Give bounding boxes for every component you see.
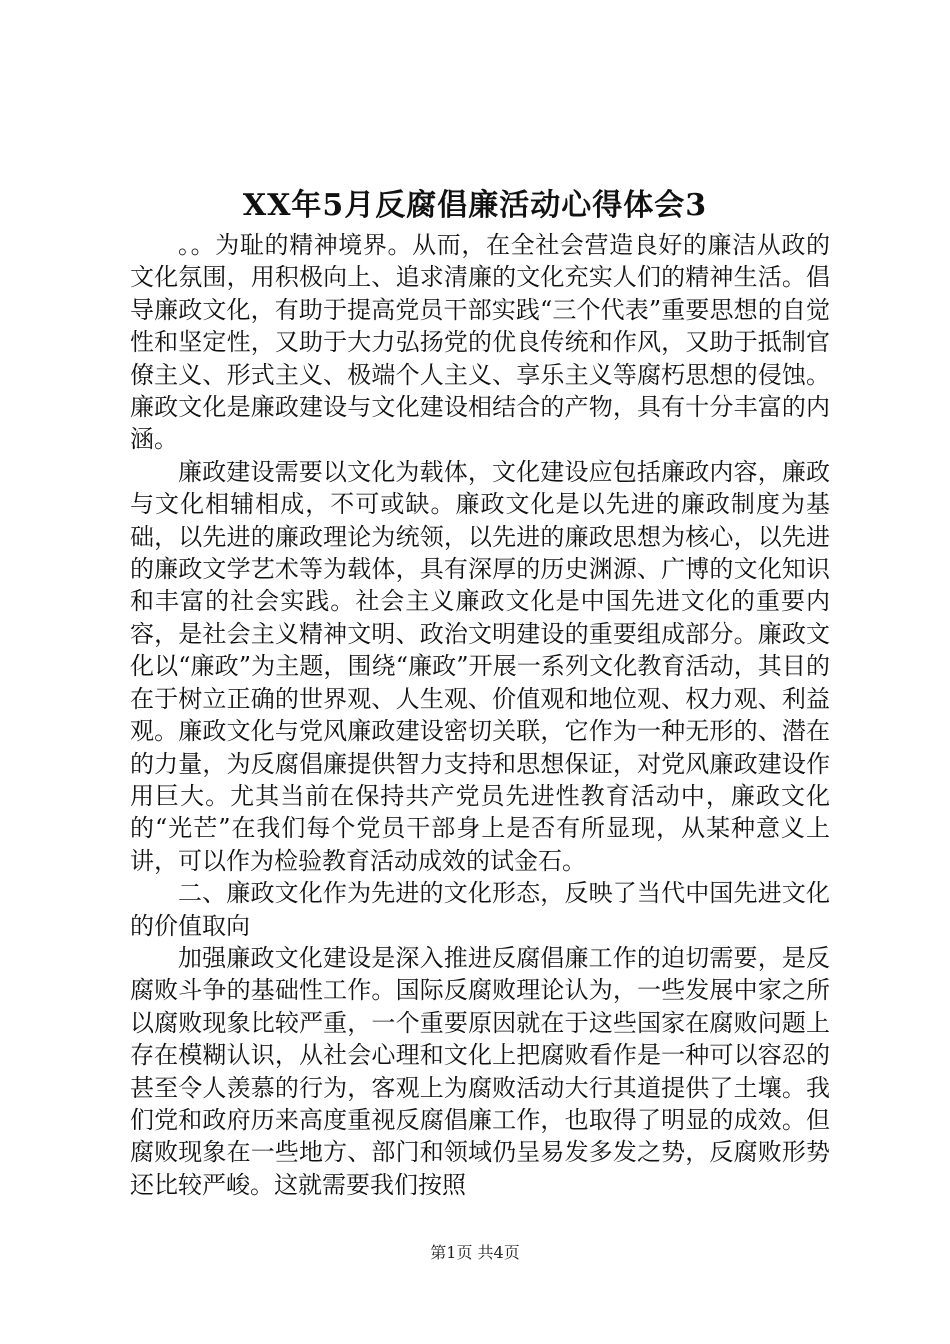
document-body xyxy=(130,229,830,1201)
paragraph: 。。为耻的精神境界。从而，在全社会营造良好的廉洁从政的文化氛围，用积极向上、追求清廉的文化充实人们的精神生活。倡导廉政文化，有助于提高党员干部实践“三个代表”重要思想的自觉性和坚定性，又助于大力弘扬党的优良传统和作风，又助于抵制官僚主义、形式主义、极端个人主义、享乐主义等腐朽思想的侵蚀。廉政文化是廉政建设与文化建设相结合的产物，具有十分丰富的内涵。 xyxy=(130,231,830,454)
page-number-footer: 第1页 共4页 xyxy=(430,1243,520,1262)
section-heading: 二、廉政文化作为先进的文化形态，反映了当代中国先进文化的价值取向 xyxy=(130,879,830,940)
paragraph: 廉政建设需要以文化为载体，文化建设应包括廉政内容，廉政与文化相辅相成，不可或缺。廉政文化是以先进的廉政制度为基础，以先进的廉政理论为统领，以先进的廉政思想为核心，以先进的廉政文学艺术等为载体，具有深厚的历史渊源、广博的文化知识和丰富的社会实践。社会主义廉政文化是中国先进文化的重要内容，是社会主义精神文明、政治文明建设的重要组成部分。廉政文化以“廉政”为主题，围绕“廉政”开展一系列文化教育活动，其目的在于树立正确的世界观、人生观、价值观和地位观、权力观、利益观。廉政文化与党风廉政建设密切关联，它作为一种无形的、潜在的力量，为反腐倡廉提供智力支持和思想保证，对党风廉政建设作用巨大。尤其当前在保持共产党员先进性教育活动中，廉政文化的“光芒”在我们每个党员干部身上是否有所显现，从某种意义上讲，可以作为检验教育活动成效的试金石。 xyxy=(130,457,830,875)
paragraph: 加强廉政文化建设是深入推进反腐倡廉工作的迫切需要，是反腐败斗争的基础性工作。国际反腐败理论认为，一些发展中家之所以腐败现象比较严重，一个重要原因就在于这些国家在腐败问题上存在模糊认识，从社会心理和文化上把腐败看作是一种可以容忍的甚至令人羡慕的行为，客观上为腐败活动大行其道提供了土壤。我们党和政府历来高度重视反腐倡廉工作，也取得了明显的成效。但腐败现象在一些地方、部门和领域仍呈易发多发之势，反腐败形势还比较严峻。这就需要我们按照 xyxy=(130,943,830,1199)
document-title: XX年5月反腐倡廉活动心得体会3 xyxy=(242,188,708,223)
